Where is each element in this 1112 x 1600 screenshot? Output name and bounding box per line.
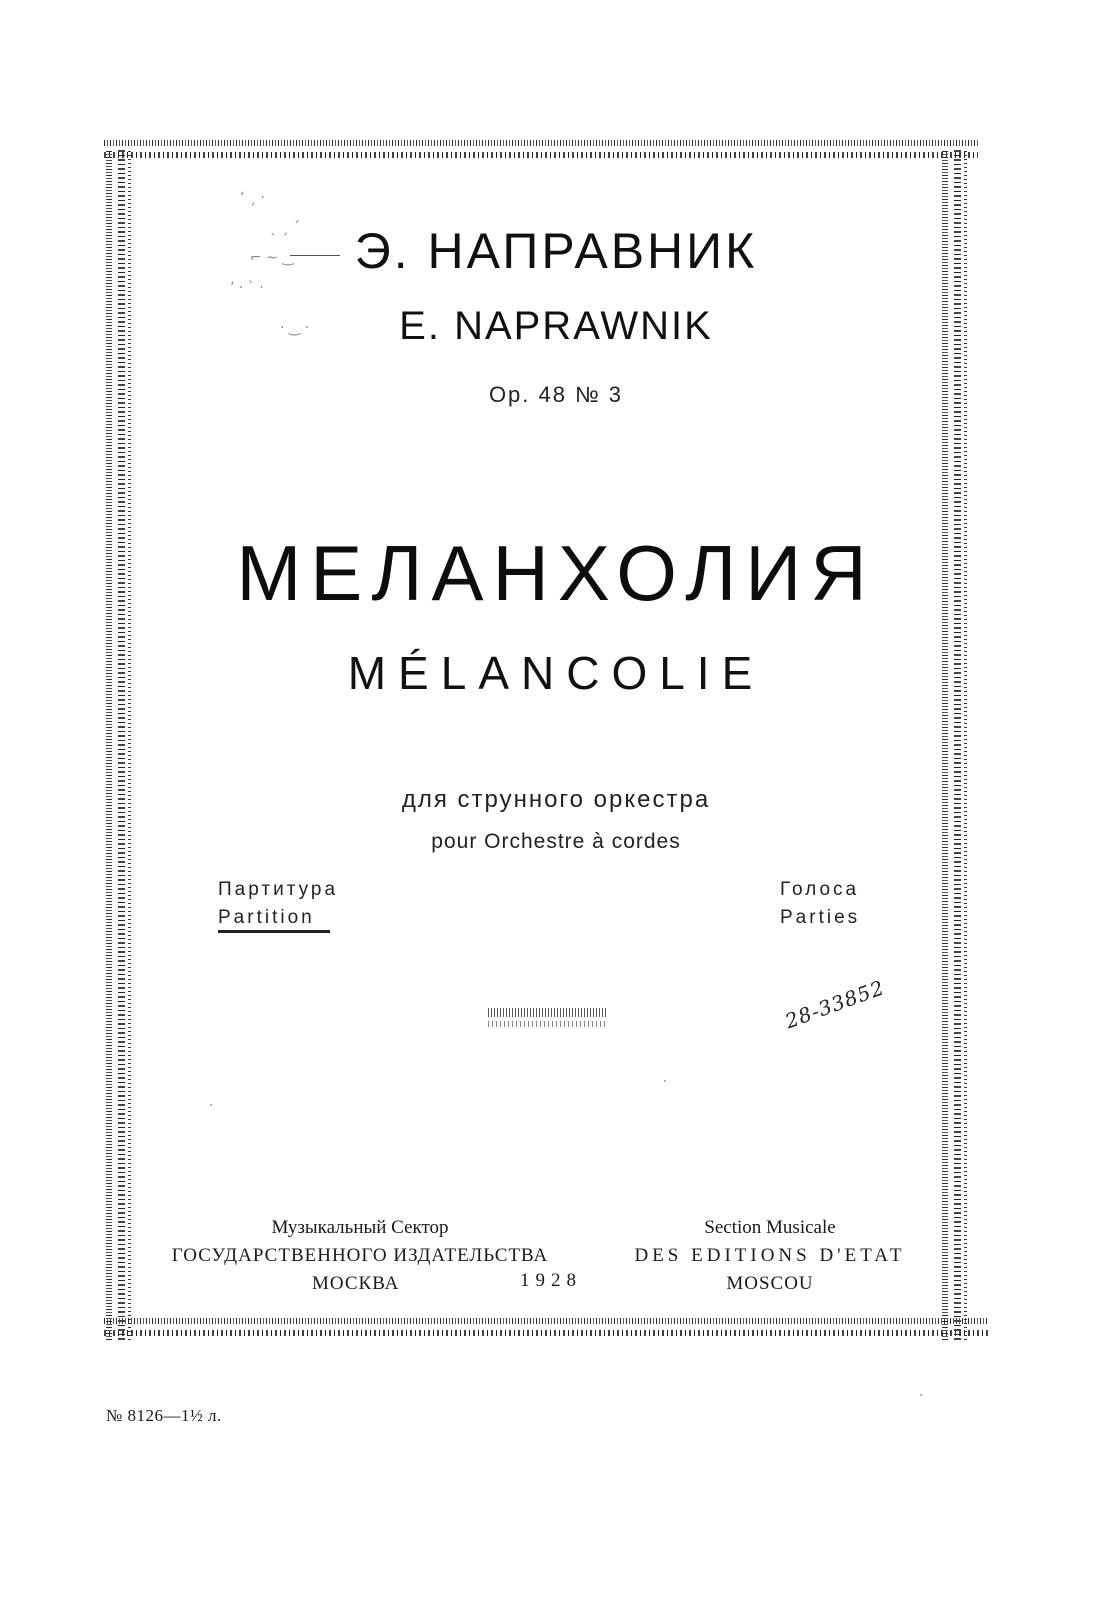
speck [210, 1104, 212, 1106]
publisher-sector-fr: Section Musicale [704, 1217, 836, 1238]
library-stamp [488, 1008, 606, 1030]
score-label-ru: Партитура [218, 879, 339, 900]
publisher-name-fr: DES EDITIONS D'ETAT [634, 1245, 906, 1266]
publisher-city-fr: MOSCOU [726, 1273, 814, 1294]
score-edition-label [218, 876, 338, 932]
publisher-name-ru: ГОСУДАРСТВЕННОГО ИЗДАТЕЛЬСТВА [171, 1245, 549, 1266]
publisher-block-ru [160, 1214, 560, 1298]
border-bottom [104, 1316, 988, 1340]
score-underline [218, 930, 330, 933]
parts-label-ru: Голоса [780, 879, 860, 900]
instrumentation-ru: для струнного оркестра [401, 786, 711, 813]
publication-year: 1928 [520, 1270, 582, 1291]
opus-number: Op. 48 № 3 [488, 382, 624, 407]
instrumentation-fr: pour Orchestre à cordes [431, 830, 681, 853]
handwritten-inventory-number: 28-33852 [781, 975, 888, 1034]
speck [664, 1080, 666, 1082]
pencil-marks: ʻ ˏ · ˎ ˏ ´ ⌐ ~ ‿ ʼ · ˋ · · ‿ · [210, 180, 370, 370]
parts-label-fr: Parties [780, 907, 861, 928]
composer-name-ru: Э. НАПРАВНИК [354, 223, 758, 279]
parts-edition-label [780, 876, 860, 932]
work-title-fr: MÉLANCOLIE [347, 647, 765, 699]
composer-name-latin: E. NAPRAWNIK [399, 304, 713, 348]
catalog-number: № 8126—1½ л. [106, 1406, 222, 1425]
score-label-fr: Partition [218, 907, 315, 928]
border-top [104, 138, 978, 162]
speck [920, 1394, 922, 1396]
work-title-ru: МЕЛАНХОЛИЯ [236, 529, 876, 617]
publisher-block-fr [620, 1214, 920, 1298]
publisher-city-ru: МОСКВА [312, 1273, 400, 1294]
publisher-sector-ru: Музыкальный Сектор [271, 1217, 449, 1238]
